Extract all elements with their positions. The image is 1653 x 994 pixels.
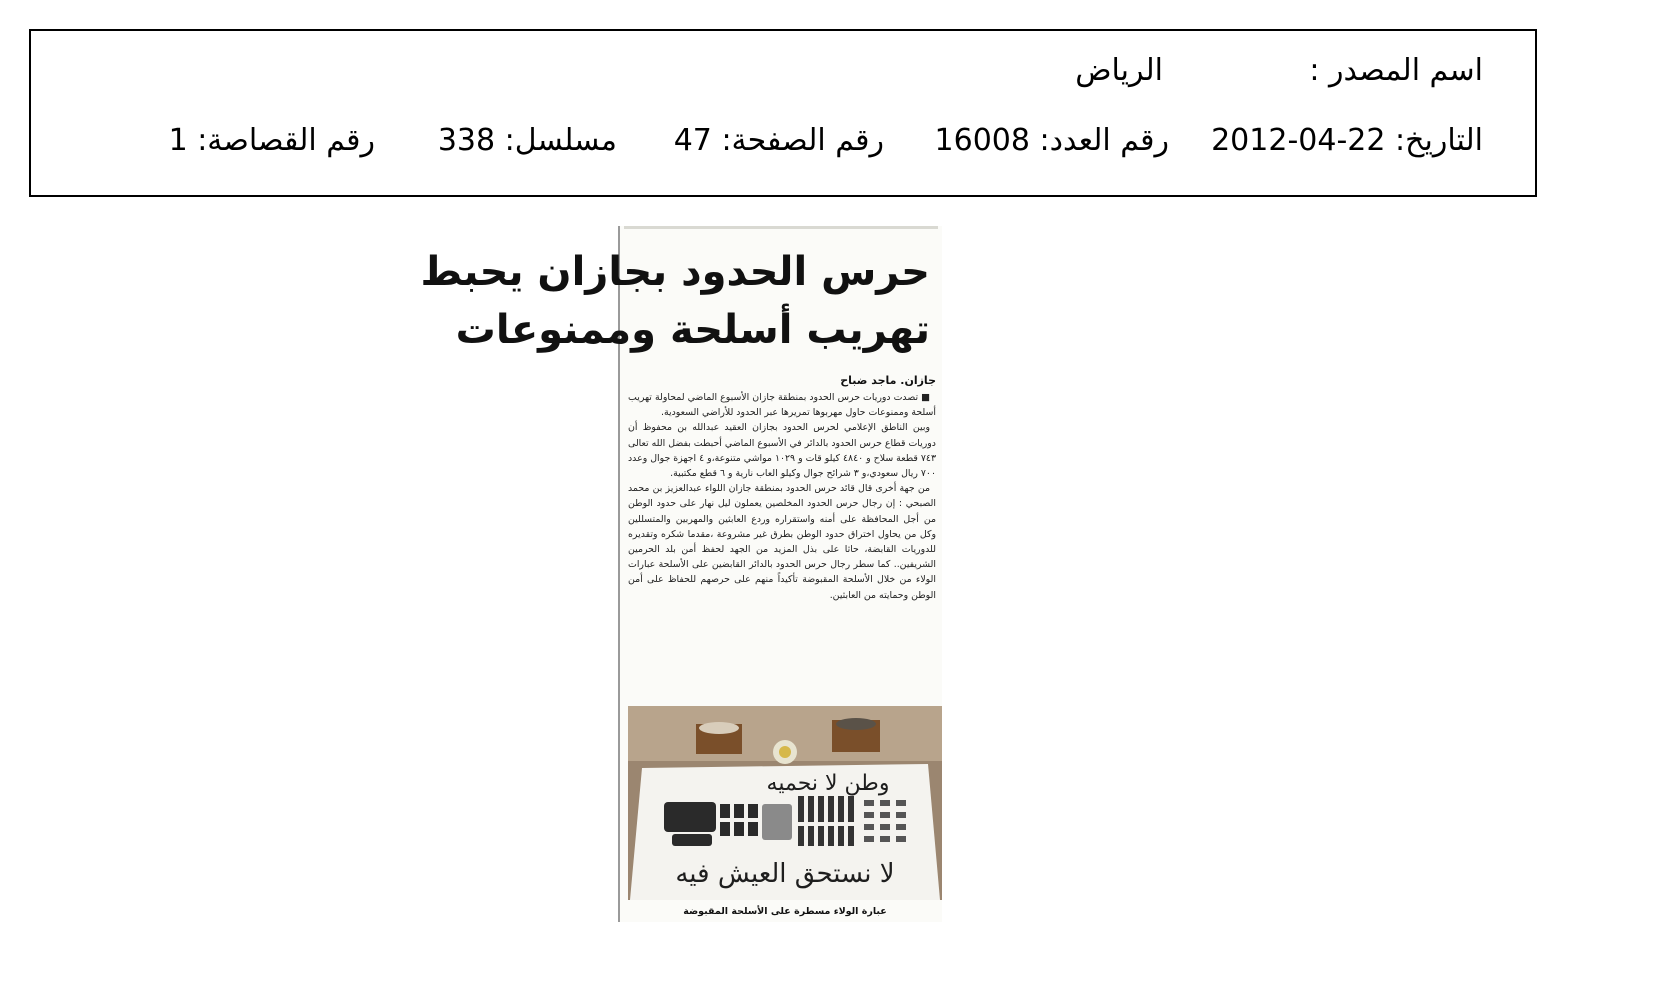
source-label: اسم المصدر : bbox=[1309, 53, 1483, 88]
clipping-top-rule bbox=[624, 226, 938, 229]
slogan-bottom: لا نستحق العيش فيه bbox=[675, 859, 895, 889]
article-paragraph-2: وبين الناطق الإعلامي لحرس الحدود بجازان العقيد عبدالله بن محفوظ أن دوريات قطاع حرس الحدود بالدائر في الأسبوع الماضي أحبطت بفضل الله تعالى ٧٤٣ قطعة سلاح و ٤٨٤٠ كيلو قات و ١٠٢٩ مواشي متنوعة،و ٤ اجهزة جوال وعدد ٧٠٠ ريال سعودي،و ٣ شرائح جوال وكيلو العاب نارية و ٦ قطع مكتبية. bbox=[628, 422, 936, 480]
headline-line-1: حرس الحدود بجازان يحبط bbox=[420, 249, 930, 295]
seized-weapons-photo bbox=[628, 706, 942, 900]
serial-field: مسلسل: 338 bbox=[437, 123, 617, 158]
clip-number-field: رقم القصاصة: 1 bbox=[168, 123, 375, 158]
photo-caption: عبارة الولاء مسطرة على الأسلحة المقبوضة bbox=[683, 906, 887, 917]
byline: جازان. ماجد ضباح bbox=[840, 374, 936, 387]
article-body bbox=[628, 390, 936, 603]
article-paragraph-3: من جهة أخرى قال قائد حرس الحدود بمنطقة جازان اللواء عبدالعزيز بن محمد الصبحي : إن رجال حرس الحدود المخلصين يعملون ليل نهار على حدود الوطن من أجل المحافظة على أمنه واستقراره وردع العابثين والمهربين والمتسللين وكل من يحاول اختراق حدود الوطن بطرق غير مشروعة ،مقدما شكره وتقديره للدوريات القابضة، حاثا على بذل المزيد من الجهد لحفظ أمن بلد الحرمين الشريفين.. كما سطر رجال حرس الحدود بالدائر القابضين على الأسلحة عبارات الولاء من خلال الأسلحة المقبوضة تأكيداً منهم على حرصهم للحفاظ على أمن الوطن وحمايته من العابثين. bbox=[628, 483, 936, 601]
slogan-top: وطن لا نحميه bbox=[766, 771, 890, 796]
article-paragraph-1: ■ تصدت دوريات حرس الحدود بمنطقة جازان الأسبوع الماضي لمحاولة تهريب أسلحة وممنوعات حاول مهربوها تمريرها عبر الحدود للأراضي السعودية. bbox=[628, 392, 936, 419]
page-number-field: رقم الصفحة: 47 bbox=[673, 123, 884, 158]
article-photo bbox=[628, 706, 942, 900]
issue-number-field: رقم العدد: 16008 bbox=[934, 123, 1169, 158]
newspaper-clipping bbox=[420, 226, 942, 922]
date-field: التاريخ: 22-04-2012 bbox=[1211, 123, 1483, 158]
metadata-box bbox=[29, 29, 1537, 197]
headline-line-2: تهريب أسلحة وممنوعات bbox=[455, 307, 930, 353]
source-value: الرياض bbox=[1075, 53, 1163, 88]
